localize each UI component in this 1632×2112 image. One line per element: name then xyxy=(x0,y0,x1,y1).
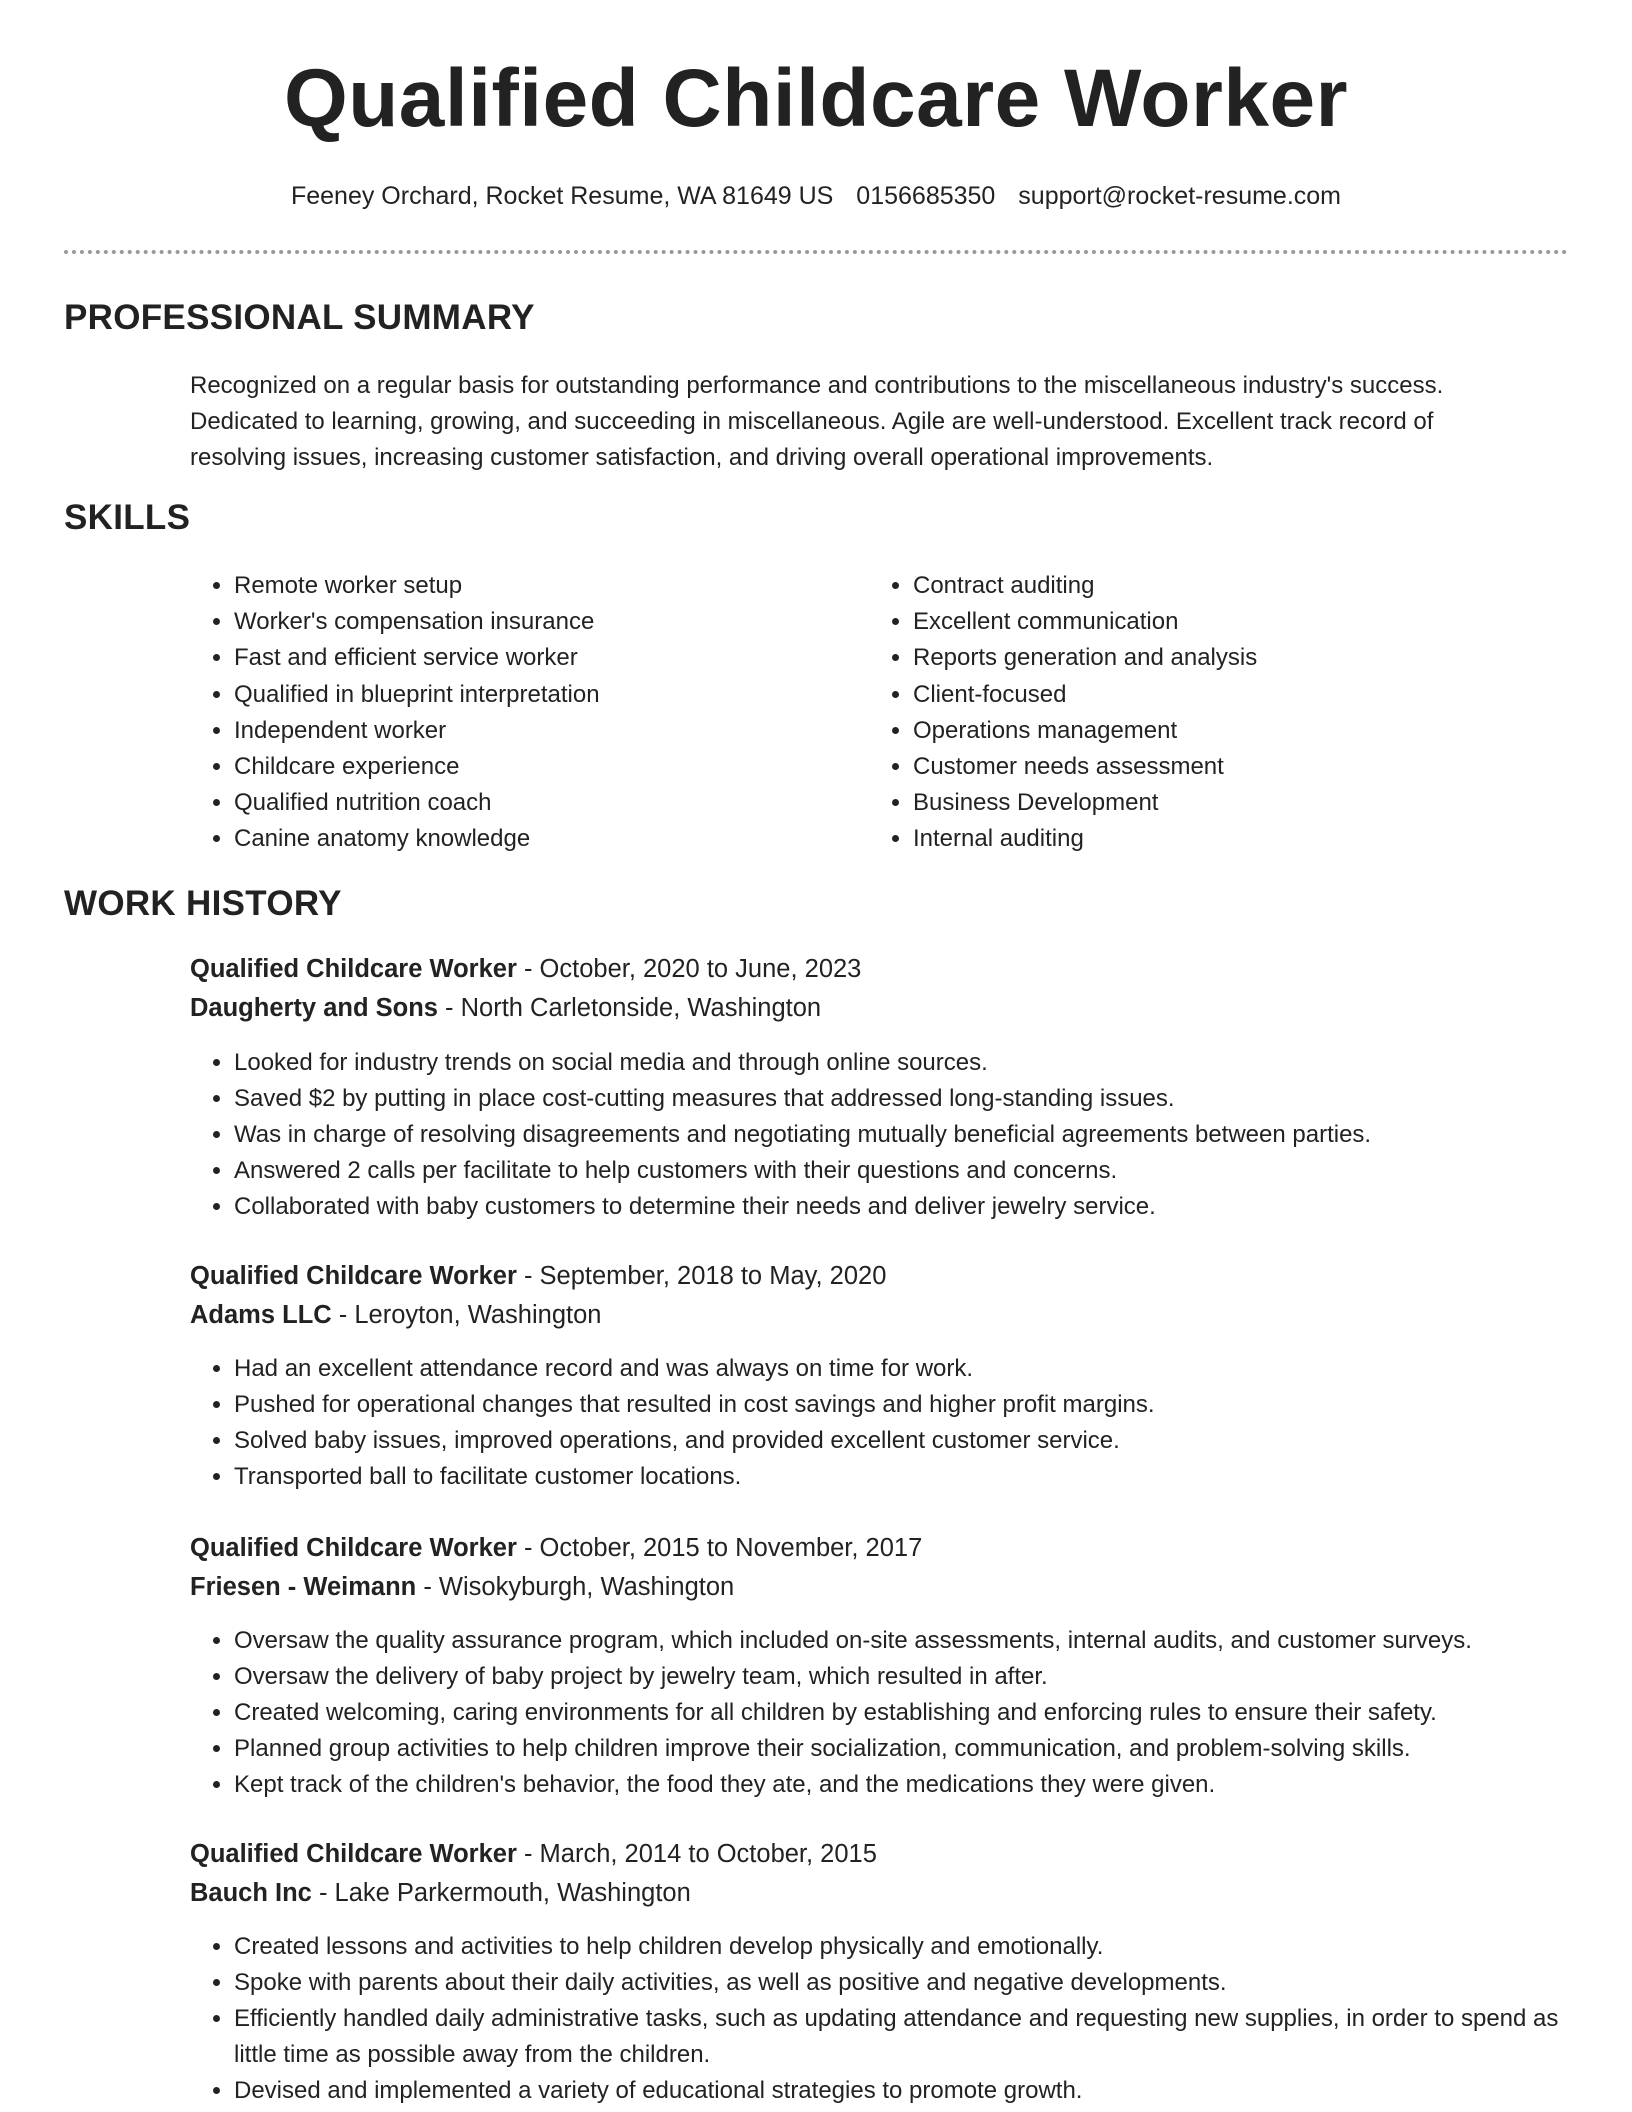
skill-item: • Canine anatomy knowledge xyxy=(234,821,600,857)
skill-item: • Client-focused xyxy=(913,677,1257,713)
job-title: Qualified Childcare Worker xyxy=(190,1262,517,1290)
job-location: - Leroyton, Washington xyxy=(331,1301,602,1329)
skill-item: • Excellent communication xyxy=(913,604,1257,640)
skill-item: • Fast and efficient service worker xyxy=(234,640,600,676)
job-dates: - March, 2014 to October, 2015 xyxy=(516,1840,877,1868)
skills-heading: SKILLS xyxy=(64,498,191,537)
skill-item: • Contract auditing xyxy=(913,568,1257,604)
job-company-line xyxy=(190,1296,601,1335)
job-bullet: • Collaborated with baby customers to determine their needs and deliver jewelry service. xyxy=(234,1189,1594,1225)
job-location: - Lake Parkermouth, Washington xyxy=(311,1879,691,1907)
job-company: Daugherty and Sons xyxy=(190,994,438,1022)
job-title: Qualified Childcare Worker xyxy=(190,955,517,983)
job-location: - North Carletonside, Washington xyxy=(437,994,822,1022)
job-bullet: • Kept track of the children's behavior, the food they ate, and the medications they were given. xyxy=(234,1767,1594,1803)
job-bullet: • Answered 2 calls per facilitate to help customers with their questions and concerns. xyxy=(234,1153,1594,1189)
skill-item: • Remote worker setup xyxy=(234,568,600,604)
contact-line xyxy=(0,182,1632,211)
job-bullets xyxy=(190,1623,1594,1803)
job-bullet: • Saved $2 by putting in place cost-cutting measures that addressed long-standing issues. xyxy=(234,1081,1594,1117)
skill-item: • Reports generation and analysis xyxy=(913,640,1257,676)
skill-item: • Operations management xyxy=(913,713,1257,749)
skill-item: • Qualified nutrition coach xyxy=(234,785,600,821)
job-bullets xyxy=(190,1045,1594,1225)
job-title-line xyxy=(190,1257,886,1296)
contact-email[interactable]: support@rocket-resume.com xyxy=(1018,182,1342,210)
job-location: - Wisokyburgh, Washington xyxy=(416,1573,735,1601)
job-bullet: • Transported ball to facilitate customer locations. xyxy=(234,1459,1594,1495)
job-company-line xyxy=(190,1568,734,1607)
job-title-line xyxy=(190,1835,877,1874)
job-title: Qualified Childcare Worker xyxy=(190,1534,517,1562)
job-bullet: • Was in charge of resolving disagreements and negotiating mutually beneficial agreements between parties. xyxy=(234,1117,1594,1153)
work-history-heading: WORK HISTORY xyxy=(64,884,342,923)
resume-name: Qualified Childcare Worker xyxy=(283,53,1349,144)
summary-text: Recognized on a regular basis for outstanding performance and contributions to the miscellaneous industry's success. Dedicated to learning, growing, and succeeding in miscellaneous. Agile are well-understood. Excellent track record of resolving issues, increasing customer satisfaction, and driving overall operational improvements. xyxy=(190,372,1444,471)
skill-item: • Business Development xyxy=(913,785,1257,821)
job-bullets xyxy=(190,1929,1594,2109)
job-dates: - October, 2020 to June, 2023 xyxy=(516,955,862,983)
job-company-line xyxy=(190,989,821,1028)
header-divider xyxy=(64,250,1568,254)
skill-item: • Worker's compensation insurance xyxy=(234,604,600,640)
job-bullet: • Solved baby issues, improved operations, and provided excellent customer service. xyxy=(234,1423,1594,1459)
job-bullet: • Spoke with parents about their daily activities, as well as positive and negative developments. xyxy=(234,1965,1594,2001)
job-bullet: • Devised and implemented a variety of educational strategies to promote growth. xyxy=(234,2073,1594,2109)
job-bullet: • Efficiently handled daily administrative tasks, such as updating attendance and requesting new supplies, in order to spend as little time as possible away from the children. xyxy=(234,2001,1594,2073)
job-company-line xyxy=(190,1874,691,1913)
skills-list-right xyxy=(869,568,1257,858)
job-title-line xyxy=(190,950,861,989)
job-dates: - October, 2015 to November, 2017 xyxy=(516,1534,923,1562)
job-company: Bauch Inc xyxy=(190,1879,312,1907)
summary-heading: PROFESSIONAL SUMMARY xyxy=(64,298,535,337)
skill-item: • Qualified in blueprint interpretation xyxy=(234,677,600,713)
skill-item: • Childcare experience xyxy=(234,749,600,785)
skill-item: • Customer needs assessment xyxy=(913,749,1257,785)
job-bullet: • Oversaw the quality assurance program, which included on-site assessments, internal audits, and customer surveys. xyxy=(234,1623,1594,1659)
skills-list-left xyxy=(190,568,600,858)
skill-item: • Internal auditing xyxy=(913,821,1257,857)
contact-address: Feeney Orchard, Rocket Resume, WA 81649 US xyxy=(290,182,834,210)
job-bullet: • Had an excellent attendance record and was always on time for work. xyxy=(234,1351,1594,1387)
job-bullets xyxy=(190,1351,1594,1495)
job-bullet: • Created lessons and activities to help children develop physically and emotionally. xyxy=(234,1929,1594,1965)
job-dates: - September, 2018 to May, 2020 xyxy=(516,1262,887,1290)
skill-item: • Independent worker xyxy=(234,713,600,749)
job-company: Friesen - Weimann xyxy=(190,1573,417,1601)
job-title-line xyxy=(190,1529,922,1568)
contact-phone: 0156685350 xyxy=(856,182,996,210)
job-bullet: • Looked for industry trends on social media and through online sources. xyxy=(234,1045,1594,1081)
job-bullet: • Planned group activities to help children improve their socialization, communication, and problem-solving skills. xyxy=(234,1731,1594,1767)
job-bullet: • Pushed for operational changes that resulted in cost savings and higher profit margins. xyxy=(234,1387,1594,1423)
job-title: Qualified Childcare Worker xyxy=(190,1840,517,1868)
job-bullet: • Created welcoming, caring environments for all children by establishing and enforcing rules to ensure their safety. xyxy=(234,1695,1594,1731)
job-company: Adams LLC xyxy=(190,1301,332,1329)
job-bullet: • Oversaw the delivery of baby project by jewelry team, which resulted in after. xyxy=(234,1659,1594,1695)
